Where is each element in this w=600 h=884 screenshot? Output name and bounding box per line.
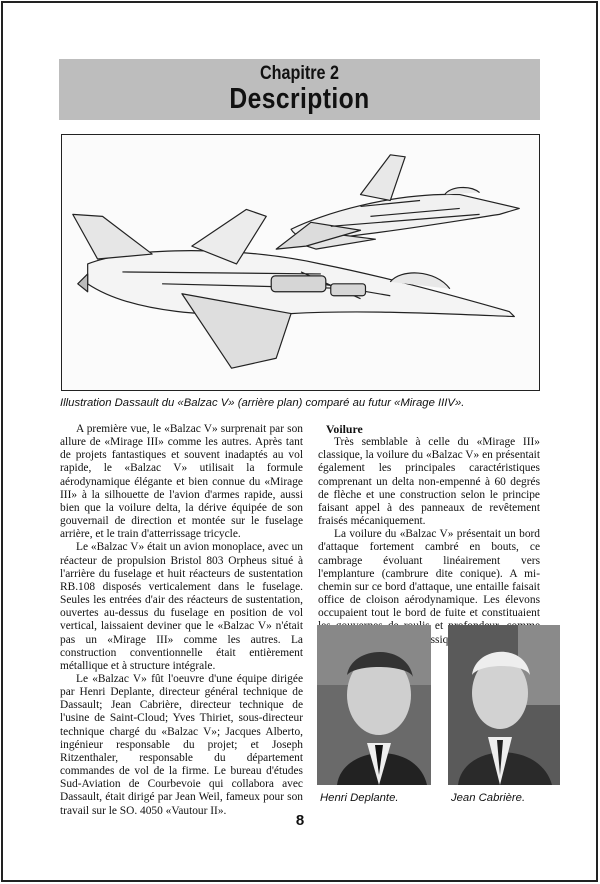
aircraft-illustration xyxy=(61,134,540,391)
paragraph: Très semblable à celle du «Mirage III» classique, la voilure du «Balzac V» en présentait également les principales caractéristiques comprenant un delta non-empenné à 60 degrés de flèche et une construction selon le principe faisant appel à des panneaux de revêtement fraisés mécaniquement. xyxy=(318,436,540,528)
chapter-number: Chapitre 2 xyxy=(260,63,339,84)
left-column xyxy=(60,423,303,818)
paragraph: A première vue, le «Balzac V» surprenait par son allure de «Mirage III» comme les autres. Après tant de projets fantastiques et souvent inadaptés au vol rapide, le «Balzac V» utilisait la formule aérodynamique élégante et bien connue du «Mirage III» à la silhouette de l'avion d'armes rapide, aussi bien que la voilure delta, la dérive équipée de son gouvernail de direction et montée sur le fuselage arrière, et le train d'atterrissage tricycle. xyxy=(60,423,303,541)
portrait-drawing xyxy=(317,625,431,785)
paragraph: La voilure du «Balzac V» présentait un bord d'attaque fortement cambré en bouts, ce cambrage évoluant linéairement vers l'emplanture (cambrure dite conique). A mi-chemin sur ce bord d'attaque, une entaille faisait office de cloison aérodynamique. Les élevons occupaient tout le bord de fuite et constituaient et classique. xyxy=(318,528,540,646)
paragraph: Le «Balzac V» était un avion monoplace, avec un réacteur de propulsion Bristol 803 Orpheus situé à l'arrière du fuselage et huit réacteurs de sustentation RB.108 disposés verticalement dans le fuselage. Seules les entrées d'air des réacteurs de sustentation, ouvertes au-dessus du fuselage en position de vol vertical, laissaient deviner que le «Balzac V» n'était pas un «Mirage III» comme les autres. La construction conventionnelle était entièrement métallique et à structure intégrale. xyxy=(60,541,303,672)
figure-caption: Illustration Dassault du «Balzac V» (arrière plan) comparé au futur «Mirage IIIV». xyxy=(60,397,465,409)
paragraph: Le «Balzac V» fût l'oeuvre d'une équipe dirigée par Henri Deplante, directeur général technique de Dassault; Jean Cabrière, directeur technique de l'usine de Saint-Cloud; Yves Thiriet, sous-directeur technique chargé du «Balzac V»; Jacques Alberto, ingénieur responsable du projet; et Joseph Ritzenthaler, responsable du département commandes de vol de la firme. Le bureau d'études Sud-Aviation de Courbevoie qui collabora avec Dassault, était dirigé par Jean Weil, fameux pour son travail sur le SO. 4050 «Vautour II». xyxy=(60,672,303,817)
portrait-drawing xyxy=(448,625,560,785)
page-number: 8 xyxy=(295,812,305,829)
chapter-title: Description xyxy=(229,83,370,115)
portrait-photo-cabriere xyxy=(448,625,560,785)
section-heading: Voilure xyxy=(326,422,363,436)
chapter-header xyxy=(59,59,540,120)
aircraft-drawing xyxy=(62,135,539,390)
right-column xyxy=(318,423,540,647)
photo-caption: Henri Deplante. xyxy=(320,792,399,804)
photo-caption: Jean Cabrière. xyxy=(451,792,526,804)
rear-aircraft xyxy=(276,155,519,249)
portrait-photo-deplante xyxy=(317,625,431,785)
